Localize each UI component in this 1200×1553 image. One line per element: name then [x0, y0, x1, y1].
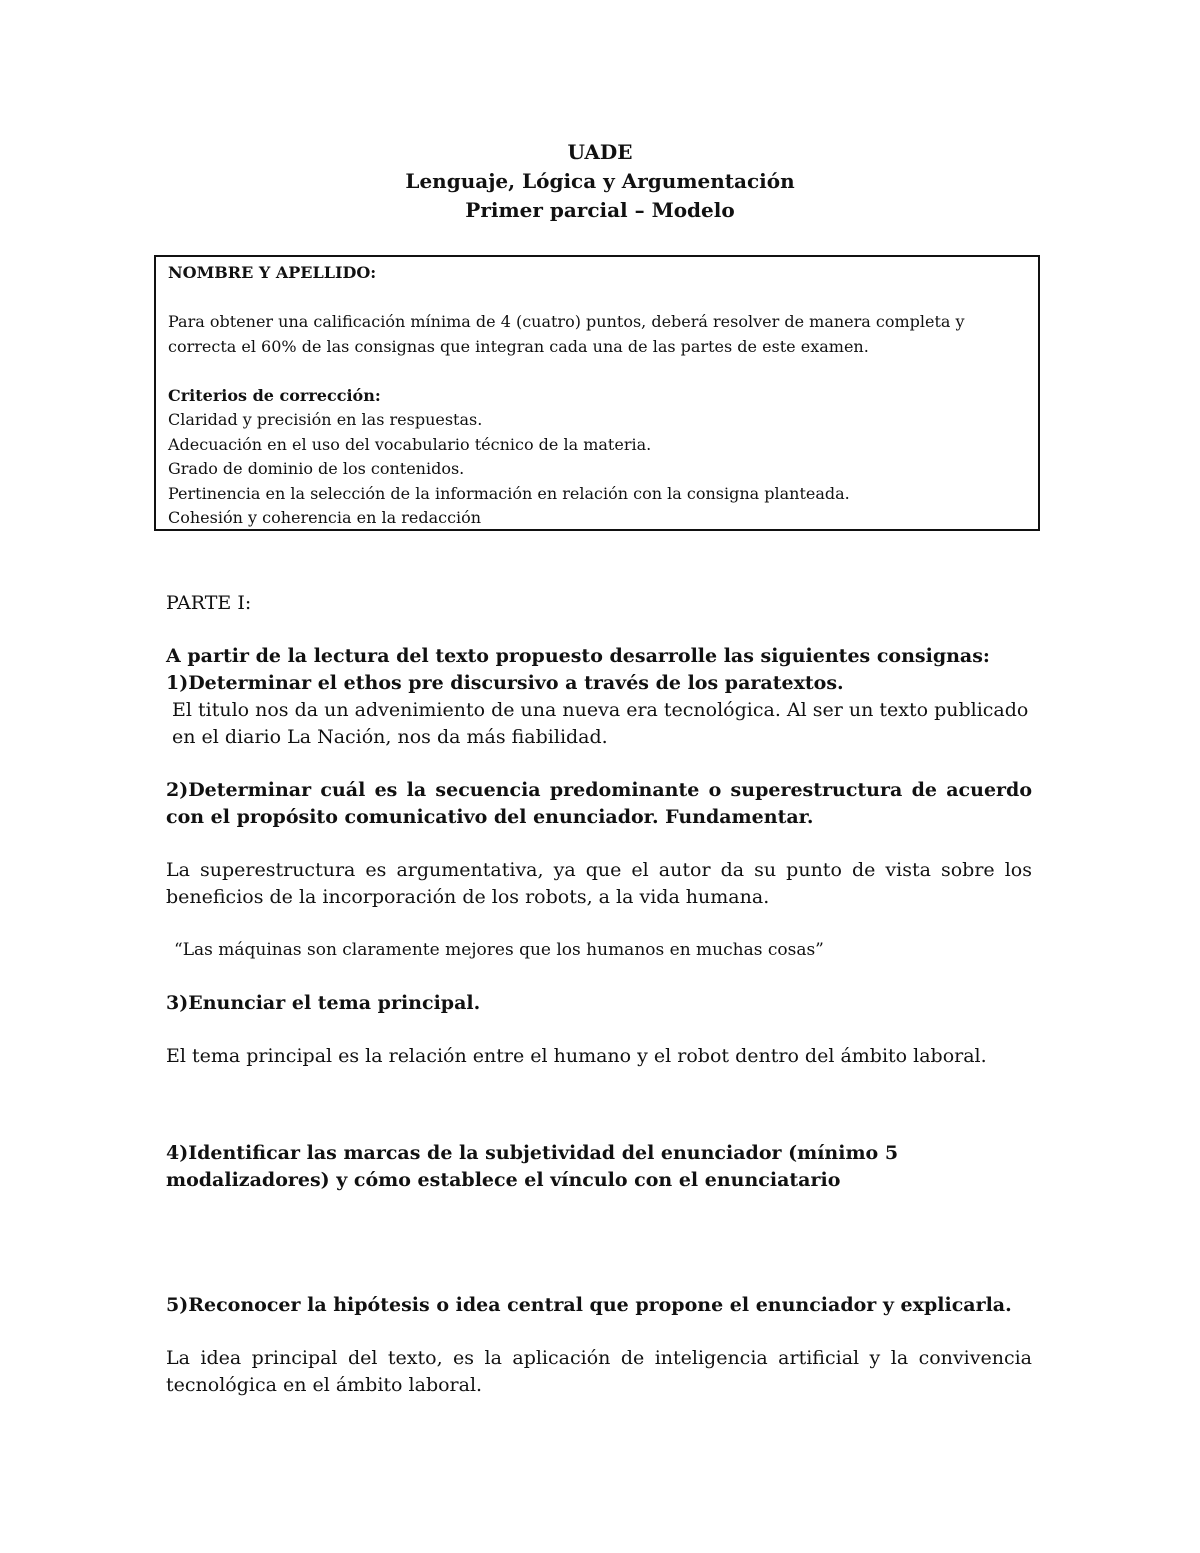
question-5: 5)Reconocer la hipótesis o idea central que propone el enunciador y explicarla.: [166, 1294, 1012, 1316]
exam-title: Primer parcial – Modelo: [465, 198, 735, 222]
question-4: 4)Identificar las marcas de la subjetividad del enunciador (mínimo 5 modalizadores) y cómo establece el vínculo con el enunciatario: [166, 1142, 899, 1191]
answer-2: La superestructura es argumentativa, ya que el autor da su punto de vista sobre los beneficios de la incorporación de los robots, a la vida humana.: [166, 859, 1032, 908]
part-intro: A partir de la lectura del texto propuesto desarrolle las siguientes consignas:: [166, 645, 990, 667]
name-label: NOMBRE Y APELLIDO:: [168, 263, 377, 282]
criteria-item: Grado de dominio de los contenidos.: [168, 459, 465, 478]
answer-5: La idea principal del texto, es la aplicación de inteligencia artificial y la convivencia tecnológica en el ámbito laboral.: [166, 1347, 1032, 1396]
criteria-title: Criterios de corrección:: [168, 385, 381, 405]
document-header: [0, 138, 1200, 225]
criteria-item: Pertinencia en la selección de la información en relación con la consigna planteada.: [168, 483, 850, 503]
criteria-item: Cohesión y coherencia en la redacción: [168, 508, 482, 527]
criteria-item: Claridad y precisión en las respuestas.: [168, 410, 483, 429]
answer-2-quote: “Las máquinas son claramente mejores que los humanos en muchas cosas”: [174, 940, 824, 960]
criteria-item: Adecuación en el uso del vocabulario técnico de la materia.: [168, 434, 652, 454]
exam-body: [166, 590, 1032, 1399]
instructions-line-1: Para obtener una calificación mínima de 4 (cuatro) puntos, deberá resolver de manera completa y: [168, 312, 965, 331]
course-title: Lenguaje, Lógica y Argumentación: [405, 169, 795, 193]
instructions-line-2: correcta el 60% de las consignas que integran cada una de las partes de este examen.: [168, 336, 869, 356]
part-title: PARTE I:: [166, 592, 252, 614]
institution-title: UADE: [567, 140, 633, 164]
question-3: 3)Enunciar el tema principal.: [166, 992, 481, 1014]
question-2: 2)Determinar cuál es la secuencia predominante o superestructura de acuerdo con el propósito comunicativo del enunciador. Fundamentar.: [166, 779, 1032, 828]
instructions-box: [154, 255, 1040, 531]
answer-1: El titulo nos da un advenimiento de una nueva era tecnológica. Al ser un texto publicado en el diario La Nación, nos da más fiabilidad.: [172, 699, 1029, 748]
question-1: 1)Determinar el ethos pre discursivo a través de los paratextos.: [166, 672, 844, 694]
answer-3: El tema principal es la relación entre el humano y el robot dentro del ámbito laboral.: [166, 1045, 987, 1067]
